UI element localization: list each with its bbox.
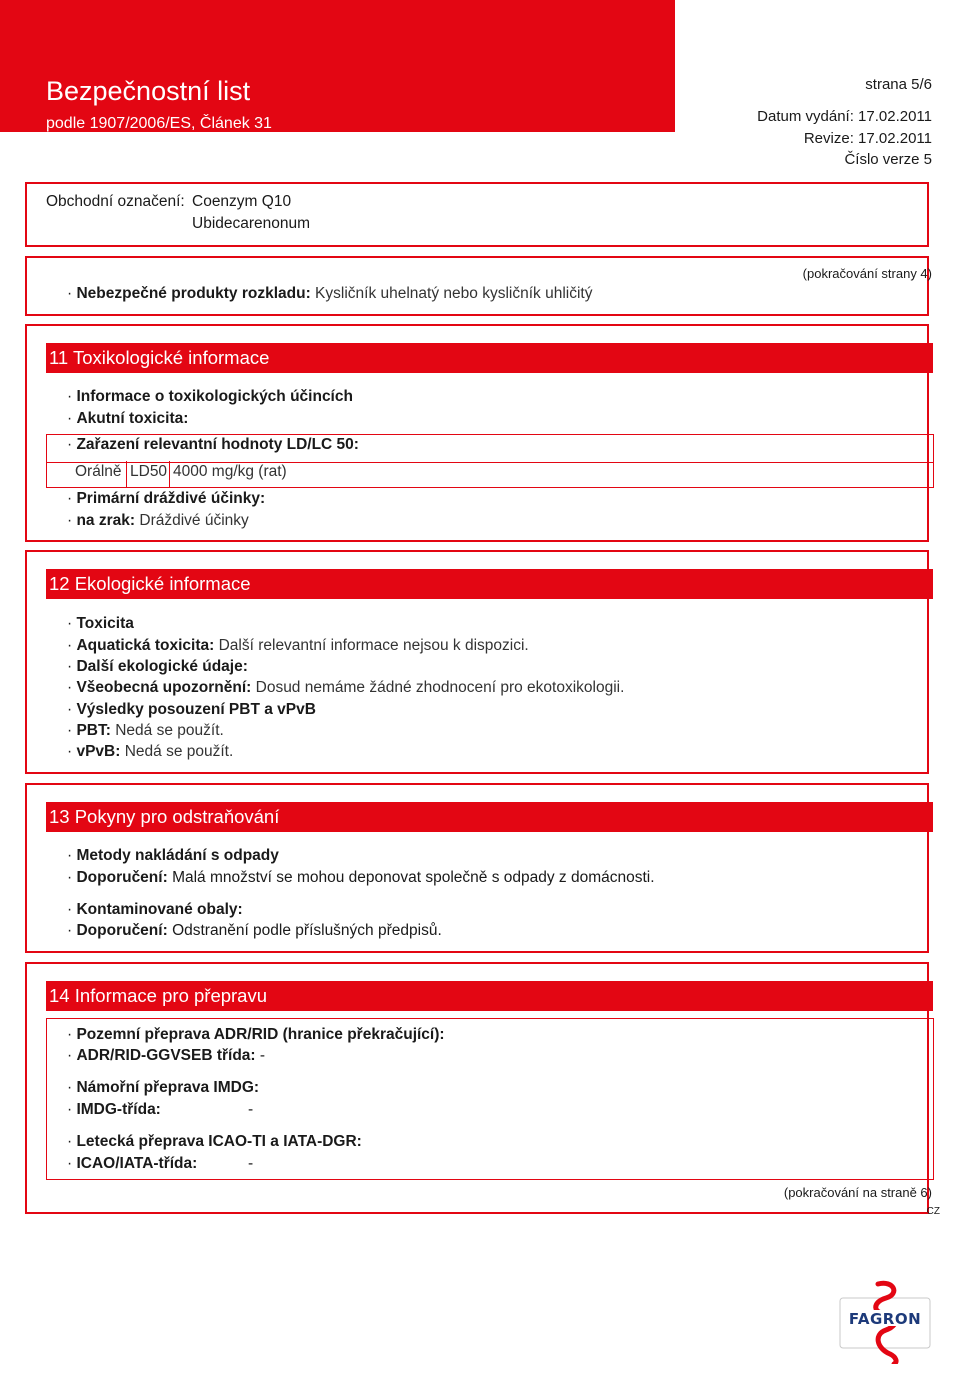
fagron-logo <box>838 1280 932 1364</box>
document-title: Bezpečnostní list <box>46 76 251 106</box>
s12-line-6: · PBT: Nedá se použít. <box>67 722 224 739</box>
decomposition-line: · Nebezpečné produkty rozkladu: Kysličník uhelnatý nebo kysličník uhličitý <box>67 285 593 302</box>
s14-l6-label: ICAO/IATA-třída: <box>76 1155 198 1172</box>
s14-l1: Pozemní přeprava ADR/RID (hranice překračující): <box>76 1026 445 1043</box>
s14-line-4: · IMDG-třída: <box>67 1101 161 1118</box>
section-11-heading: 11 Toxikologické informace <box>46 343 933 373</box>
s14-l6-value: - <box>248 1155 254 1172</box>
s12-l7-value: Nedá se použít. <box>124 743 234 760</box>
ld50-value: 4000 mg/kg (rat) <box>173 463 287 480</box>
s11-line-1: · Informace o toxikologických účincích <box>67 388 353 405</box>
document-subtitle: podle 1907/2006/ES, Článek 31 <box>46 115 272 132</box>
s12-line-5: · Výsledky posouzení PBT a vPvB <box>67 701 316 718</box>
s12-l1: Toxicita <box>76 615 134 632</box>
s12-l4-value: Dosud nemáme žádné zhodnocení pro ekotoxikologii. <box>255 679 625 696</box>
s12-l5: Výsledky posouzení PBT a vPvB <box>76 701 316 718</box>
s13-l4-label: Doporučení: <box>76 922 168 939</box>
s11-l4: Primární dráždivé účinky: <box>76 490 266 507</box>
s14-line-6: · ICAO/IATA-třída: <box>67 1155 198 1172</box>
s14-line-1: · Pozemní přeprava ADR/RID (hranice překračující): <box>67 1026 445 1043</box>
s12-l3: Další ekologické údaje: <box>76 658 248 675</box>
s12-line-7: · vPvB: Nedá se použít. <box>67 743 234 760</box>
logo-text: FAGRON <box>848 1310 922 1328</box>
ld50-cell-sep-1 <box>126 461 127 488</box>
section-12-heading: 12 Ekologické informace <box>46 569 933 599</box>
s14-l5: Letecká přeprava ICAO-TI a IATA-DGR: <box>76 1133 362 1150</box>
s13-l3: Kontaminované obaly: <box>76 901 243 918</box>
s11-line-2: · Akutní toxicita: <box>67 410 189 427</box>
s11-l1: Informace o toxikologických účincích <box>76 388 353 405</box>
revision-date: Revize: 17.02.2011 <box>803 130 932 147</box>
s14-l4-label: IMDG-třída: <box>76 1101 161 1118</box>
s13-l2-value: Malá množství se mohou deponovat společně s odpady z domácnosti. <box>172 869 655 886</box>
ld50-cell-sep-2 <box>169 461 170 488</box>
s11-line-5: · na zrak: Dráždivé účinky <box>67 512 249 529</box>
s13-l1: Metody nakládání s odpady <box>76 847 279 864</box>
s12-l4-label: Všeobecná upozornění: <box>76 679 252 696</box>
s12-l2-value: Další relevantní informace nejsou k dispozici. <box>218 637 529 654</box>
section-14-heading: 14 Informace pro přepravu <box>46 981 933 1011</box>
header-band <box>0 0 675 132</box>
s14-l4-value: - <box>248 1101 254 1118</box>
s12-line-1: · Toxicita <box>67 615 134 632</box>
section-13-heading: 13 Pokyny pro odstraňování <box>46 802 933 832</box>
s11-line-4: · Primární dráždivé účinky: <box>67 490 266 507</box>
s14-line-3: · Námořní přeprava IMDG: <box>67 1079 260 1096</box>
product-label: Obchodní označení: <box>46 193 185 210</box>
s13-line-1: · Metody nakládání s odpady <box>67 847 279 864</box>
decomposition-value: Kysličník uhelnatý nebo kysličník uhličitý <box>315 285 593 302</box>
s12-line-3: · Další ekologické údaje: <box>67 658 248 675</box>
s13-l4-value: Odstranění podle příslušných předpisů. <box>172 922 442 939</box>
product-name-latin: Ubidecarenonum <box>192 215 311 232</box>
s14-l2-label: ADR/RID-GGVSEB třída: <box>76 1047 256 1064</box>
s12-line-2: · Aquatická toxicita: Další relevantní informace nejsou k dispozici. <box>67 637 529 654</box>
s12-line-4: · Všeobecná upozornění: Dosud nemáme žádné zhodnocení pro ekotoxikologii. <box>67 679 625 696</box>
s11-l3: Zařazení relevantní hodnoty LD/LC 50: <box>76 436 359 453</box>
issue-date: Datum vydání: 17.02.2011 <box>757 108 932 125</box>
s11-l2: Akutní toxicita: <box>76 410 189 427</box>
s14-l2-value: - <box>259 1047 266 1064</box>
country-code: CZ <box>926 1206 940 1217</box>
version-number: Číslo verze 5 <box>844 151 932 168</box>
page-number: strana 5/6 <box>865 76 932 93</box>
s14-line-5: · Letecká přeprava ICAO-TI a IATA-DGR: <box>67 1133 362 1150</box>
s11-l5-value: Dráždivé účinky <box>139 512 249 529</box>
s12-l6-value: Nedá se použít. <box>115 722 224 739</box>
product-name: Coenzym Q10 <box>192 193 292 210</box>
ld50-route: Orálně <box>75 463 122 480</box>
s13-l2-label: Doporučení: <box>76 869 168 886</box>
decomposition-label: Nebezpečné produkty rozkladu: <box>76 285 311 302</box>
s13-line-3: · Kontaminované obaly: <box>67 901 243 918</box>
s12-l6-label: PBT: <box>76 722 111 739</box>
s13-line-4: · Doporučení: Odstranění podle příslušných předpisů. <box>67 922 442 939</box>
continuation-note-top: (pokračování strany 4) <box>802 266 932 281</box>
continuation-note-bottom: (pokračování na straně 6) <box>783 1185 932 1200</box>
product-box <box>25 182 929 247</box>
s12-l2-label: Aquatická toxicita: <box>76 637 215 654</box>
s13-line-2: · Doporučení: Malá množství se mohou deponovat společně s odpady z domácnosti. <box>67 869 655 886</box>
s14-l3: Námořní přeprava IMDG: <box>76 1079 260 1096</box>
s11-l5-label: na zrak: <box>76 512 136 529</box>
s11-line-3: · Zařazení relevantní hodnoty LD/LC 50: <box>67 436 359 453</box>
s14-line-2: · ADR/RID-GGVSEB třída: - <box>67 1047 266 1064</box>
ld50-type: LD50 <box>130 463 168 480</box>
s12-l7-label: vPvB: <box>76 743 121 760</box>
